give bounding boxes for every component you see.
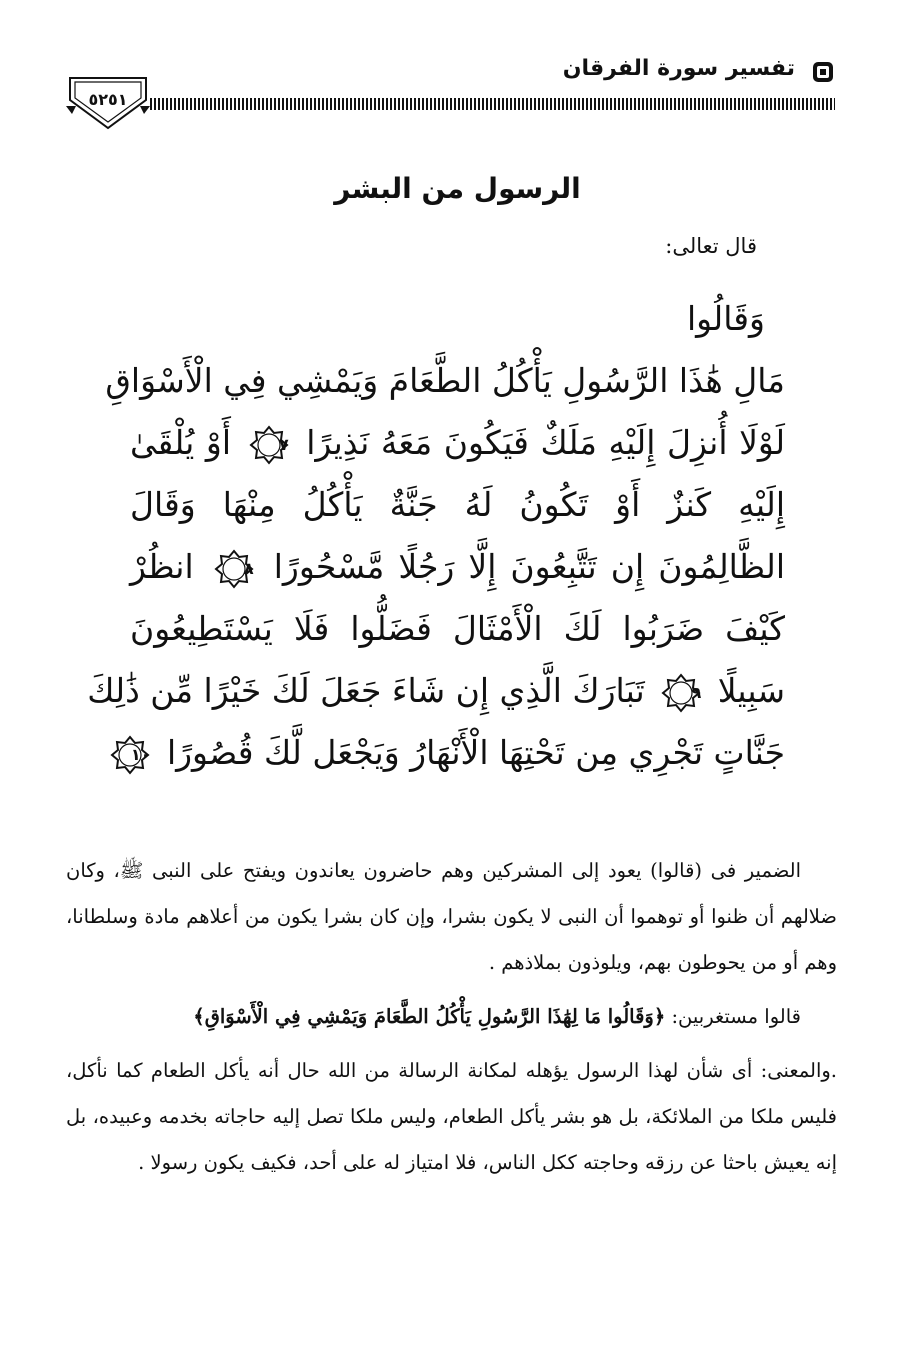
commentary-lead: قالوا مستغربين: (665, 1005, 801, 1028)
quran-text: وَقَالُوا (686, 299, 765, 338)
quran-line (130, 722, 785, 784)
ayah-marker (661, 673, 701, 713)
commentary-paragraph-2 (66, 994, 837, 1040)
section-heading: الرسول من البشر (334, 172, 581, 205)
quran-text: لَوْلَا أُنزِلَ إِلَيْهِ مَلَكٌ فَيَكُونَ مَعَهُ نَذِيرًا (306, 423, 786, 462)
running-title: تفسير سورة الفرقان (562, 56, 795, 81)
quran-text: سَبِيلًا (717, 671, 785, 710)
quran-text: مَالِ هَٰذَا الرَّسُولِ يَأْكُلُ الطَّعَامَ وَيَمْشِي فِي الْأَسْوَاقِ (105, 361, 785, 400)
quran-text: تَبَارَكَ الَّذِي إِن شَاءَ جَعَلَ لَكَ خَيْرًا مِّن ذَٰلِكَ (87, 671, 645, 710)
header-ornament-icon (811, 60, 835, 84)
page-header (60, 48, 835, 138)
commentary-paragraph-3 (66, 1048, 837, 1186)
header-rule (150, 98, 835, 110)
quran-line (130, 412, 785, 474)
ayah-marker (110, 735, 150, 775)
ayah-number: ٩ (691, 683, 702, 702)
intro-text: قال تعالى: (665, 234, 757, 258)
quran-text: كَيْفَ ضَرَبُوا لَكَ الْأَمْثَالَ فَضَلُّوا فَلَا يَسْتَطِيعُونَ (130, 609, 785, 648)
ayah-marker (214, 549, 254, 589)
quran-line (130, 598, 785, 660)
quran-line (87, 660, 785, 722)
ayah-number: ٨ (243, 559, 254, 578)
ayah-marker (249, 425, 289, 465)
quran-line (105, 350, 785, 412)
verse-quote: ﴿وَقَالُوا مَا لِهَٰذَا الرَّسُولِ يَأْكُلُ الطَّعَامَ وَيَمْشِي فِي الْأَسْوَاقِ﴾ (193, 1005, 666, 1028)
commentary (66, 848, 837, 1194)
ayah-number: ١٠ (130, 745, 151, 764)
commentary-paragraph-1: الضمير فى (قالوا) يعود إلى المشركين وهم حاضرون يعاندون ويفتح على النبى ﷺ، وكان ضلالهم أن ظنوا أو توهموا أن النبى لا يكون بشرا، وإن كان بشرا يكون من أعلاهم مادة وسلطانا، وهم أو من يحوطون بهم، ويلوذون بملاذهم . (66, 859, 837, 974)
quran-line (130, 474, 785, 536)
quran-text: جَنَّاتٍ تَجْرِي مِن تَحْتِهَا الْأَنْهَارُ وَيَجْعَل لَّكَ قُصُورًا (166, 733, 785, 772)
quran-verses (87, 288, 786, 784)
quran-line (130, 288, 785, 350)
quran-text: انظُرْ (130, 547, 194, 586)
quran-text: الظَّالِمُونَ إِن تَتَّبِعُونَ إِلَّا رَجُلًا مَّسْحُورًا (273, 547, 785, 586)
page-number-badge (66, 70, 150, 136)
quran-text: أَوْ يُلْقَىٰ (130, 423, 231, 462)
ayah-number: ٧ (278, 435, 289, 454)
commentary-meaning: والمعنى: أى شأن لهذا الرسول يؤهله لمكانة الرسالة من الله حال أنه يأكل الطعام كما نأكل، فليس ملكا من الملائكة، بل هو بشر يأكل الطعام، وليس ملكا تصل إليه حاجاته بخدمه وعبيده، بل إنه يعيش باحثا عن رزقه وحاجته ككل الناس، فلا امتياز له على أحد، فكيف يكون رسولا . (66, 1059, 837, 1174)
page-number: ٥٢٥١ (88, 90, 128, 109)
quran-line (130, 536, 785, 598)
commentary-period: . (830, 1059, 837, 1082)
quran-text: إِلَيْهِ كَنزٌ أَوْ تَكُونُ لَهُ جَنَّةٌ يَأْكُلُ مِنْهَا وَقَالَ (130, 485, 785, 524)
